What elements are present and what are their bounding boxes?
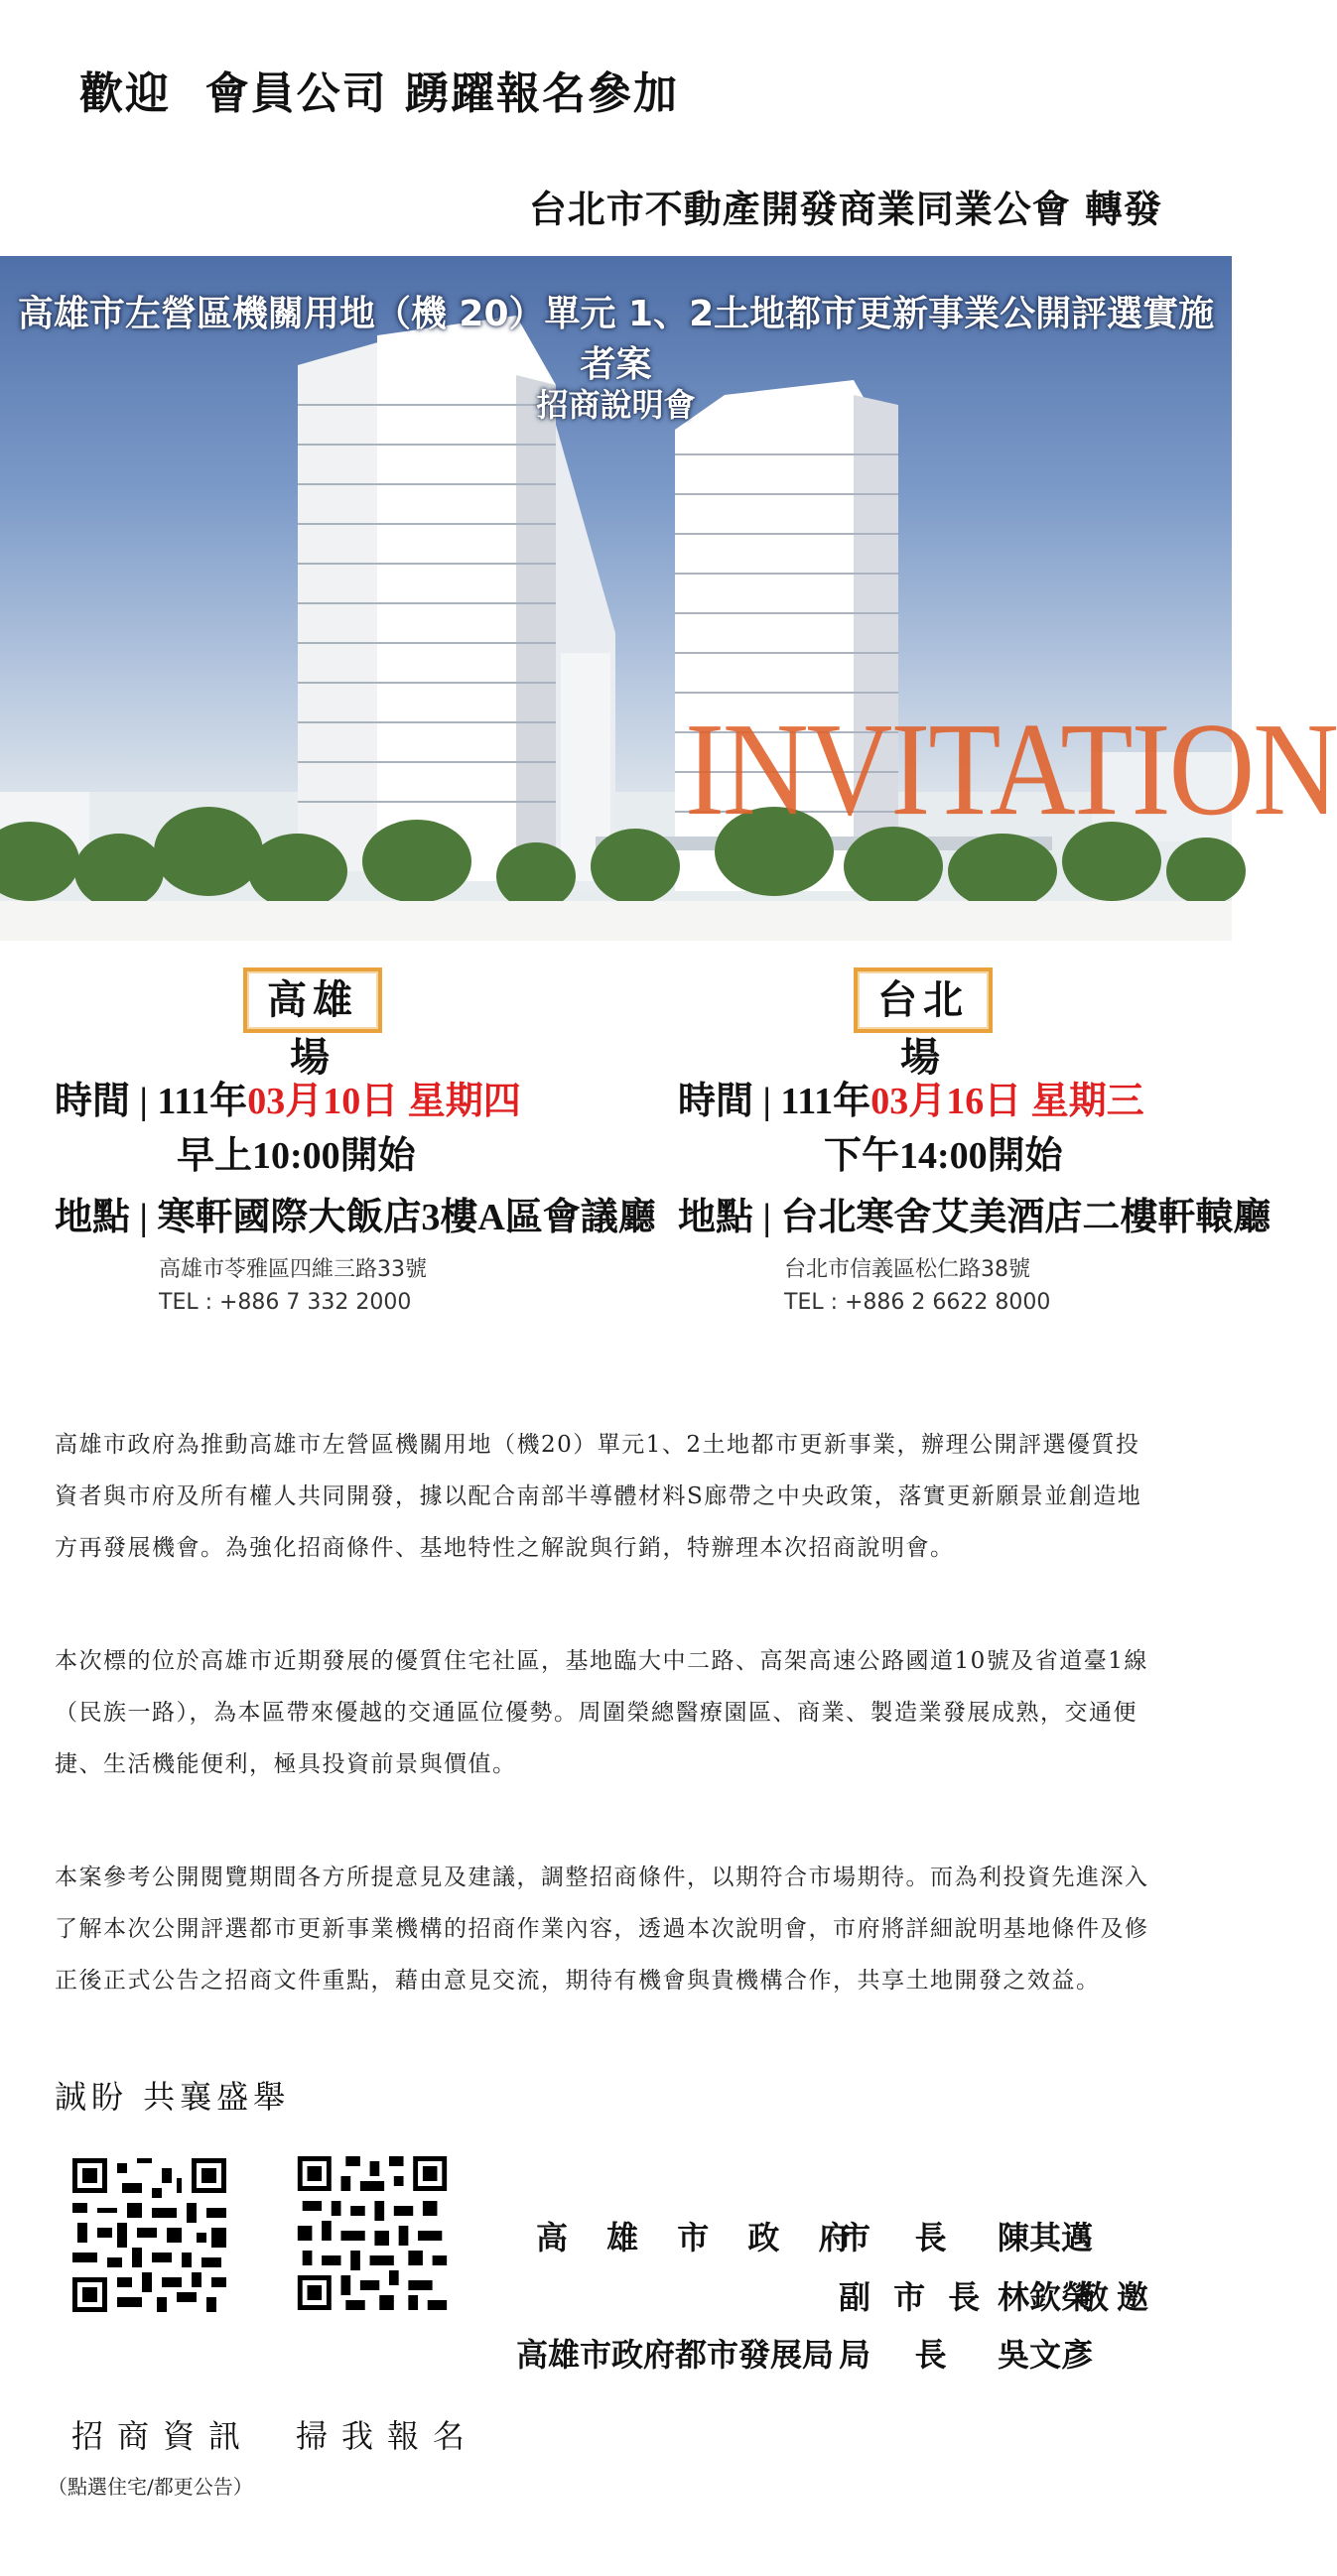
event-date: 03月10日 星期四 — [247, 1081, 521, 1122]
closing-line: 誠盼 共襄盛舉 — [55, 2078, 291, 2116]
banner-image — [0, 256, 1337, 941]
qr-label-info: 招商資訊 — [71, 2417, 255, 2455]
welcome-heading: 歡迎 會員公司 踴躍報名參加 — [79, 68, 679, 119]
time-label: 時間 | 111年 — [678, 1081, 871, 1122]
venue-address: 高雄市苓雅區四維三路33號 — [159, 1257, 427, 1282]
banner-subtitle: 招商說明會 — [536, 386, 696, 424]
start-time: 下午14:00開始 — [824, 1135, 1063, 1177]
signature-name-director: 吳文彥 — [998, 2336, 1094, 2374]
venue-name-box — [243, 967, 382, 1081]
forwarded-by: 台北市不動產開發商業同業公會 轉發 — [528, 188, 1162, 231]
qr-label-register: 掃我報名 — [296, 2417, 479, 2455]
signature-name-mayor: 陳其邁 — [998, 2219, 1094, 2256]
venue-tel: TEL : +886 2 6622 8000 — [784, 1290, 1051, 1315]
venue-time — [678, 1070, 1144, 1124]
venue-place: 地點 | 台北寒舍艾美酒店二樓軒轅廳 — [678, 1197, 1271, 1238]
banner-title: 高雄市左營區機關用地（機 20）單元 1、2土地都市更新事業公開評選實施者案 — [17, 294, 1215, 385]
venue-place: 地點 | 寒軒國際大飯店3樓A區會議廳 — [55, 1197, 656, 1238]
time-label: 時間 | 111年 — [55, 1081, 248, 1122]
purpose-paragraph: 本案參考公開閱覽期間各方所提意見及建議，調整招商條件，以期符合市場期待。而為利投資先進深入了解本次公開評選都市更新事業機構的招商作業內容，透過本次說明會，市府將詳細說明基地條件及修正後正式公告之招商文件重點，藉由意見交流，期待有機會與貴機構合作，共享土地開發之效益。 — [55, 1865, 1149, 1994]
venue-address: 台北市信義區松仁路38號 — [784, 1257, 1030, 1282]
venue-time — [55, 1070, 521, 1124]
venue-tel: TEL : +886 7 332 2000 — [159, 1290, 412, 1315]
location-paragraph: 本次標的位於高雄市近期發展的優質住宅社區，基地臨大中二路、高架高速公路國道10號及省道臺1線（民族一路），為本區帶來優越的交通區位優勢。周圍榮總醫療園區、商業、製造業發展成熟，交通便捷、生活機能便利，極具投資前景與價值。 — [55, 1648, 1148, 1777]
signature-org-bureau: 高雄市政府都市發展局 — [516, 2336, 835, 2374]
signature-title-deputy: 副 市 長 — [839, 2278, 987, 2316]
signature-invite: 敬邀 — [1077, 2278, 1157, 2316]
qr-code-icon — [293, 2151, 452, 2315]
invitation-text: INVITATION — [685, 695, 1337, 843]
qr-code-register[interactable] — [293, 2151, 452, 2315]
venue-name: 高雄場 — [267, 977, 358, 1081]
signature-org-city: 高 雄 市 政 府 — [536, 2219, 865, 2256]
qr-code-info[interactable] — [67, 2153, 231, 2317]
venue-name-box — [854, 967, 993, 1081]
intro-paragraph: 高雄市政府為推動高雄市左營區機關用地（機20）單元1、2土地都市更新事業，辦理公開評選優質投資者與市府及所有權人共同開發，據以配合南部半導體材料S廊帶之中央政策，落實更新願景並創造地方再發展機會。為強化招商條件、基地特性之解說與行銷，特辦理本次招商說明會。 — [55, 1432, 1142, 1561]
signature-name-deputy: 林欽榮 — [998, 2278, 1094, 2316]
start-time: 早上10:00開始 — [177, 1135, 416, 1177]
venue-name: 台北場 — [877, 977, 969, 1081]
signature-title-director: 局 長 — [839, 2336, 947, 2374]
qr-code-icon — [67, 2153, 231, 2317]
qr-note-info: （點選住宅/都更公告） — [48, 2475, 253, 2499]
event-date: 03月16日 星期三 — [870, 1081, 1144, 1122]
signature-title-mayor: 市 長 — [839, 2219, 947, 2256]
